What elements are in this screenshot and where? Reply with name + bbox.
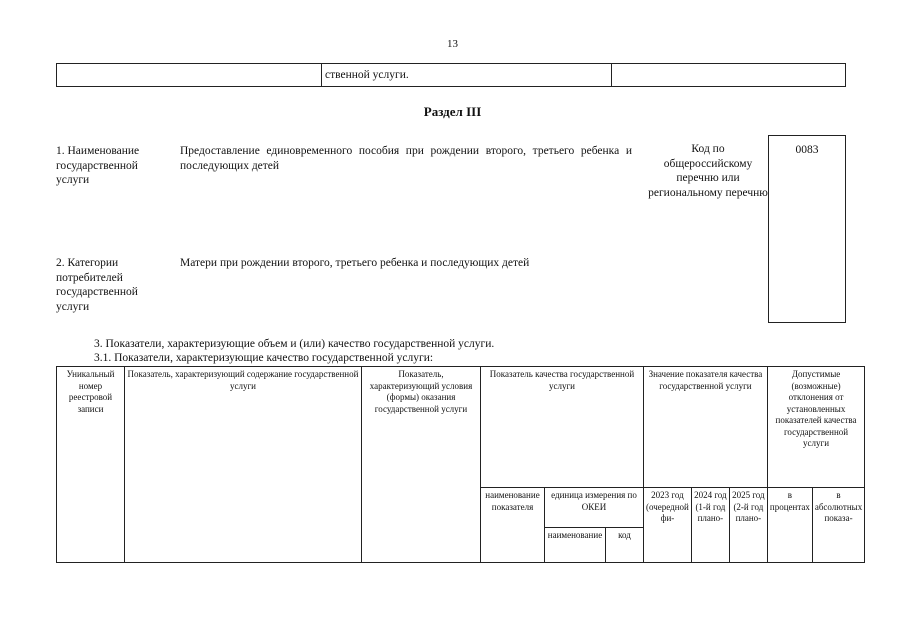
header-okei-unit: единица измерения по ОКЕИ bbox=[545, 488, 644, 528]
indicators-subheading: 3.1. Показатели, характеризующие качество государственной услуги: bbox=[94, 352, 434, 364]
page-number: 13 bbox=[447, 38, 458, 50]
consumer-category-text: Матери при рождении второго, третьего ребенка и последующих детей bbox=[180, 257, 530, 269]
quality-indicators-table bbox=[56, 366, 865, 563]
header-indicator-name: наименование показателя bbox=[481, 488, 545, 563]
header-unit-name: наименование bbox=[545, 528, 606, 563]
section-title: Раздел III bbox=[423, 104, 482, 119]
continuation-cell-text: ственной услуги. bbox=[322, 64, 612, 86]
header-allowed-deviations: Допустимые (возможные) отклонения от установленных показателей качества государственной услуги bbox=[767, 367, 864, 488]
consumer-category-label: 2. Категории потребителей государственной услуги bbox=[56, 257, 138, 313]
header-indicator-value: Значение показателя качества государственной услуги bbox=[644, 367, 768, 488]
header-year-2025: 2025 год (2-й год плано- bbox=[729, 488, 767, 563]
service-name-text: Предоставление единовременного пособия при рождении второго, третьего ребенка и последующих детей bbox=[180, 145, 632, 172]
registry-code-value: 0083 bbox=[795, 144, 819, 156]
header-deviation-absolute: в абсолютных показа- bbox=[812, 488, 864, 563]
header-quality-indicator: Показатель качества государственной услуги bbox=[481, 367, 644, 488]
continuation-cell-empty bbox=[57, 64, 322, 86]
continuation-table bbox=[56, 63, 846, 87]
header-unit-code: код bbox=[606, 528, 644, 563]
header-content-indicator: Показатель, характеризующий содержание государственной услуги bbox=[125, 367, 362, 563]
header-conditions-indicator: Показатель, характеризующий условия (формы) оказания государственной услуги bbox=[362, 367, 481, 563]
indicators-heading: 3. Показатели, характеризующие объем и (или) качество государственной услуги. bbox=[94, 338, 495, 350]
header-deviation-percent: в процентах bbox=[767, 488, 812, 563]
header-year-2023: 2023 год (очередной фи- bbox=[644, 488, 692, 563]
service-name-label: 1. Наименование государственной услуги bbox=[56, 145, 140, 186]
registry-code-box bbox=[768, 135, 846, 323]
header-year-2024: 2024 год (1-й год плано- bbox=[691, 488, 729, 563]
header-unique-number: Уникальный номер реестровой записи bbox=[57, 367, 125, 563]
registry-code-label: Код по общероссийскому перечню или региональному перечню bbox=[648, 143, 768, 199]
